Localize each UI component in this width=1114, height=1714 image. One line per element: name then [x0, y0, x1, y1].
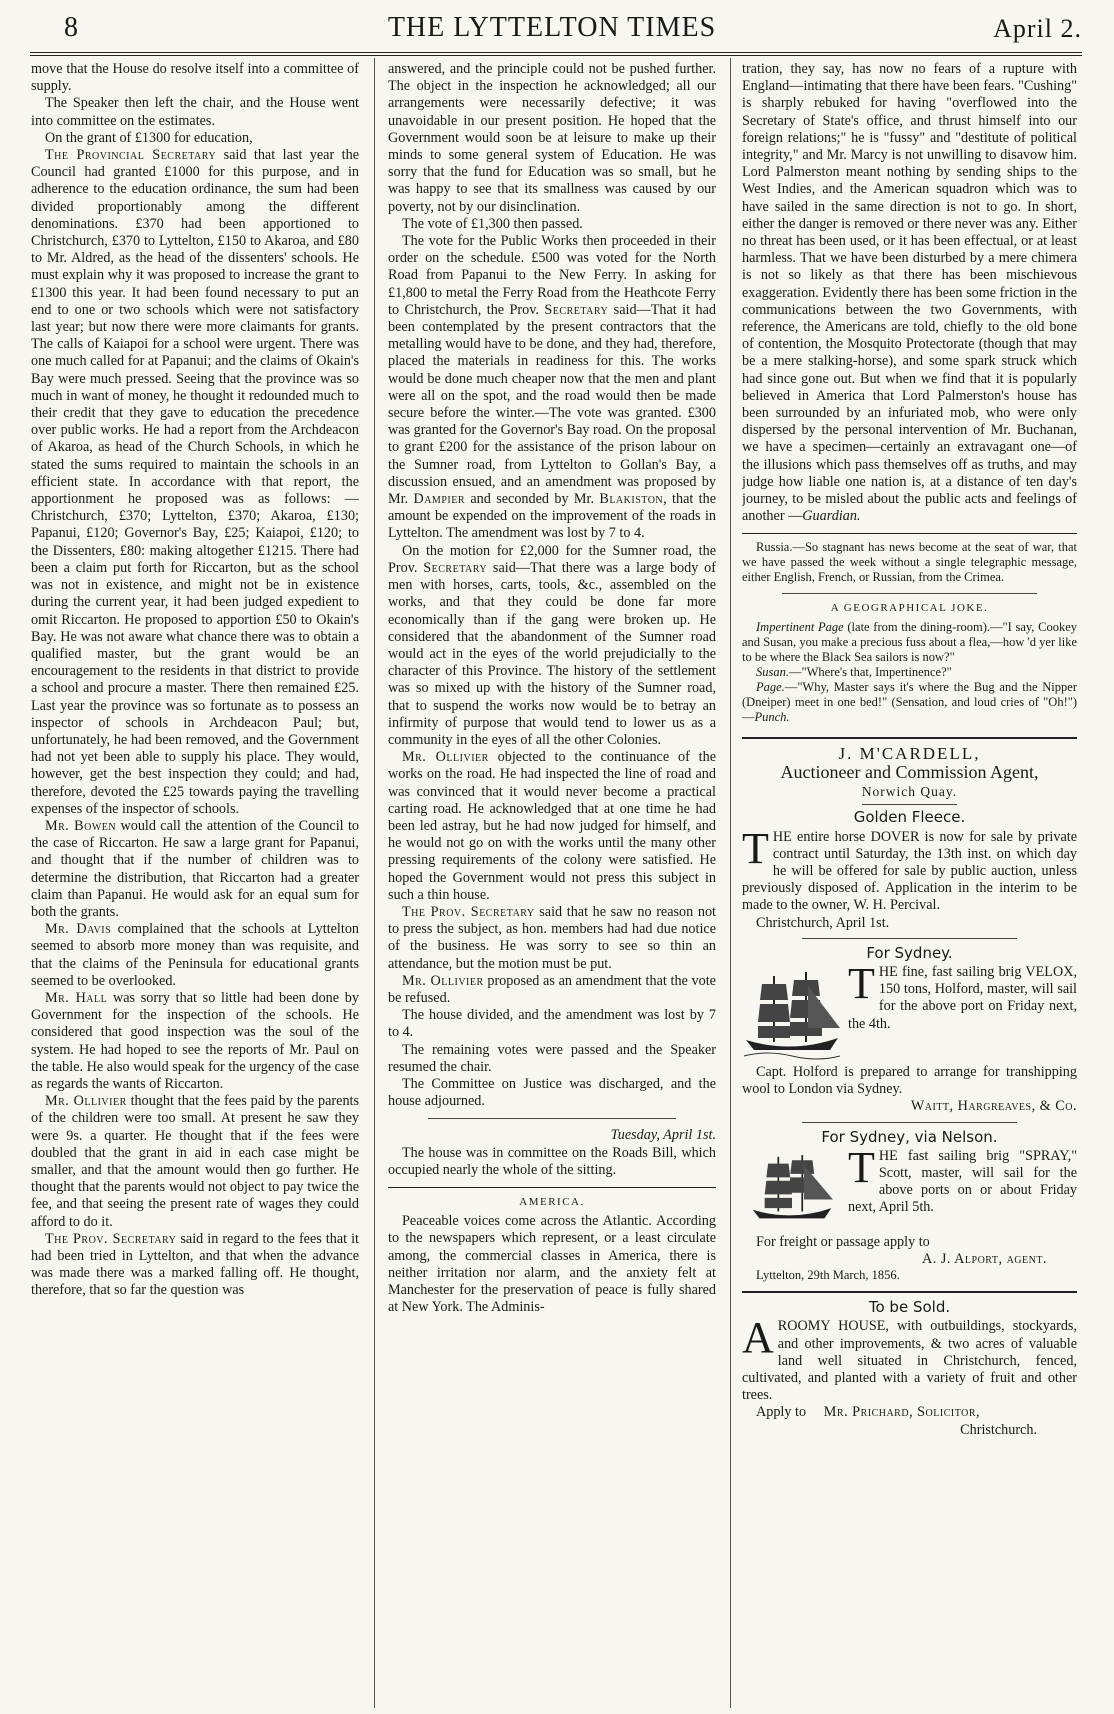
issue-date: April 2.: [993, 14, 1082, 43]
paragraph: Peaceable voices come across the Atlantic. According to the newspapers which represent, or a least circulate among, the commercial classes in America, there is neither irritation nor alarm, and the anxiety felt at Manchester for the preservation of peace is fully shared at New York. The Adminis-: [388, 1213, 716, 1316]
speech-text: The vote for the Public Works then proceeded in their order on the schedule. £500 was voted for the North Road from Papanui to the New Ferry. In asking for £1,800 to metal the Ferry Road from the Heathcote Ferry to Christchurch, the Prov.: [388, 233, 716, 318]
article-text: tration, they say, has now no fears of a rupture with England—intimating that there have been fears. "Cushing" is sharply rebuked for having "overflowed into the Secretary of State's office, and thrust himself into our foreign relations;" he is "fussy" and "destitute of political integrity," and Mr. Marcy is not unwilling to disavow him. Lord Palmerston meant nothing by sending ships to the West Indies, and the American squadron which was to have sailed in the same direction is not to go. In short, either the danger is removed or there never was any. Either no threat has been used, or it has been effectual, or at least harmless. That we have been disturbed by a mere chimera is not so likely as that there has been mischievous exaggeration. Evidently there has been some friction in the communications between the two Governments, with reference, the Americans are told, chiefly to the old bone of contention, the Mosquito Protectorate (though that may be a mere stalking-horse), and some spark struck which had since gone out. But when we find that it is popularly believed in America that Lord Palmerston's house has been surrounded by an infuriated mob, who were only dispersed by the personal intervention of Mr. Buchanan, we have a specimen—certainly an extravagant one—of the illusions which pass themselves off as truths, and may judge how liable one nation is, at a distance of ten day's journey, to be misled about the public acts and feelings of another —: [742, 61, 1077, 525]
paragraph: The Speaker then left the chair, and the House went into committee on the estimates.: [31, 95, 359, 129]
masthead: [22, 8, 1082, 48]
speech-text: said—That there was a large body of men with horses, carts, tools, &c., assembled on the works, and that they could be done far more economically than if the gang were broken up. He considered that the abandonment of the Sumner road would act in the eyes of the world prejudicially to the character of this Province. The history of the settlement was so mixed up with the history of the Sumner road, that to suspend the works now would be to betray an infirmity of purpose that would tend to lower us as a community in the eyes of all the other Colonies.: [388, 559, 716, 748]
ad-text: HE fast sailing brig "SPRAY," Scott, master, will sail for the above ports on or about Friday next, April 5th.: [848, 1147, 1077, 1216]
dialogue-text: —"Why, Master says it's where the Bug and the Nipper (Dneiper) meet in one bed!" (Sensation, and loud cries of "Oh!")—: [742, 679, 1077, 724]
paragraph: The vote of £1,300 then passed.: [402, 215, 583, 232]
advertiser-address: Norwich Quay.: [861, 784, 958, 800]
speaker-name: Impertinent Page: [756, 619, 844, 634]
speech-text: proposed as an amendment that the vote be refused.: [388, 972, 716, 1006]
paragraph: [31, 818, 359, 921]
ad-date: Lyttelton, 29th March, 1856.: [756, 1268, 900, 1283]
advertiser-name: J. M'CARDELL,: [838, 743, 981, 763]
section-divider: [742, 737, 1077, 739]
advertisement-auctioneer: [742, 745, 1077, 932]
speaker-name: The Prov. Secretary: [402, 903, 535, 920]
speaker-name: The Provincial Secretary: [45, 147, 217, 164]
paragraph: move that the House do resolve itself into a committee of supply.: [31, 61, 359, 95]
ad-date: Christchurch, April 1st.: [756, 914, 890, 931]
dialogue-text: (late from the dining-room).—"I say, Cookey and Susan, you make a precious fuss about a flea,—how 'd yer like to be where the Black Sea sailors is now?": [742, 619, 1077, 664]
section-heading: AMERICA.: [519, 1196, 585, 1208]
page-number: 8: [64, 12, 78, 43]
speech-text: , that the amount be expended on the improvement of the roads in Lyttelton. The amendment was lost by 7 to 4.: [388, 491, 716, 542]
section-divider: [862, 804, 957, 805]
speech-text: complained that the schools at Lyttelton seemed to absorb more money than was requisite, and that the claims of the Peninsula for educational grants seemed to be overlooked.: [31, 921, 359, 989]
column-2: [388, 61, 716, 1709]
drop-cap: T: [848, 958, 875, 1008]
paragraph: The remaining votes were passed and the Speaker resumed the chair.: [388, 1041, 716, 1075]
speech-text: was sorry that so little had been done by Government for the inspection of the schools. He considered that good inspection was the soul of the system. He had hoped to see the reports of Mr. Paul on the table. He also would speak for the urgency of the case as regards the wants of Riccarton.: [31, 989, 359, 1092]
header-rule-double: [30, 55, 1082, 56]
speaker-name: Mr. Ollivier: [45, 1093, 127, 1110]
speaker-name: The Prov. Secretary: [45, 1230, 177, 1247]
paragraph: On the grant of £1300 for education,: [45, 129, 253, 146]
ad-text: HE fine, fast sailing brig VELOX, 150 tons, Holford, master, will sail for the above port on Friday next, the 4th.: [848, 963, 1077, 1032]
section-divider: [388, 1187, 716, 1188]
speaker-name: Mr. Ollivier: [402, 972, 484, 989]
paragraph: The house divided, and the amendment was lost by 7 to 4.: [388, 1007, 716, 1041]
paragraph: [31, 1231, 359, 1300]
speech-text: said—That it had been contemplated by the present contractors that the metalling would have to be done, and they had, therefore, placed the materials in readiness for this. The works would be done much cheaper now that the men and plant were all on the spot, and the road would then be made secure before the winter.—The vote was granted. £300 was granted for the Governor's Bay road. On the proposal to grant £200 for the assistance of the prison labour on the Sumner road, from Lyttelton to Gollan's Bay, a discussion ensued, and an amendment was proposed by Mr.: [388, 301, 716, 508]
ad-text: ROOMY HOUSE, with outbuildings, stockyards, and other improvements, & two acres of valuable land well situated in Christchurch, fenced, cultivated, and planted with a variety of fruit and other trees.: [742, 1318, 1077, 1404]
speech-text: On the motion for £2,000 for the Sumner road, the Prov.: [388, 542, 716, 576]
drop-cap: T: [848, 1142, 875, 1192]
paragraph: [388, 904, 716, 973]
paragraph: [388, 543, 716, 749]
speaker-name: Mr. Hall: [45, 989, 108, 1006]
paragraph: [388, 233, 716, 543]
ad-signature: Mr. Prichard, Solicitor,: [823, 1404, 981, 1421]
advertisement-house: [742, 1299, 1077, 1439]
ad-heading: For Sydney.: [866, 943, 953, 962]
ad-body: [742, 1313, 1077, 1404]
speech-text: said that last year the Council had granted £1000 for this purpose, and in adherence to the education ordinance, the sum had been divided proportionably among the different denominations. £370 had been apportioned to Christchurch, £370 to Lyttelton, £150 to Akaroa, and £80 to Mr. Aldred, as the head of the dissenters' schools. He must explain why it was proposed to increase the grant to £1300 this year. It had been found necessary to put an end to one or two schools which were not satisfactory last year; but now there were more claimants for grants. The calls of Kaiapoi for a school were urgent. There was one much called for at Papanui; and the claims of Okain's Bay were much pressed. Seeing that the province was so much in want of money, he thought it redounded much to their credit that they gave to education the precedence over public works. He had a report from the Archdeacon of Akaroa, as head of the Church Schools, in which he stated the sums required to maintain the schools in an efficient state. In accordance with that report, the apportionment he proposed was as follows: —Christchurch, £370; Lyttelton, £370; Akaroa, £130; Papanui, £120; Governor's Bay, £25; Kaiapoi, £120; to the Dissenters, £80: making altogether £1215. There had been a claim put forth for Riccarton, but as the school was not in existence, and might not be in existence during the current year, it had been judged expedient to omit Riccarton. He proposed to apportion £50 to Okain's Bay. He was not aware what chance there was to obtain a qualified master, but the grant would be an encouragement to the residents in that district to provide a school and procure a master. There then remained £25. Last year the province was so fortunate as to possess an inspector of schools in Archdeacon Paul; but, unfortunately, he had been removed, and the Government had not yet been able to supply his place. They would, however, get the best inspection they could; and had, therefore, devoted the £25 towards paying the travelling expenses of the inspector of schools.: [31, 147, 359, 817]
dateline: Tuesday, April 1st.: [610, 1127, 716, 1144]
column-divider: [374, 58, 375, 1708]
speaker-name: Secretary: [544, 301, 609, 318]
dialogue-text: —"Where's that, Impertinence?": [789, 664, 952, 679]
ad-place: Christchurch.: [960, 1421, 1037, 1438]
header-rule: [30, 52, 1082, 53]
speaker-name: Mr. Bowen: [45, 817, 117, 834]
speaker-name: Mr. Davis: [45, 921, 112, 938]
advertisement-velox: [742, 945, 1077, 1116]
ad-text: Capt. Holford is prepared to arrange for transhipping wool to London via Sydney.: [742, 1063, 1077, 1098]
paragraph: [742, 680, 1077, 725]
paragraph: [742, 620, 1077, 665]
paragraph: [742, 665, 1077, 680]
ad-heading: For Sydney, via Nelson.: [821, 1127, 998, 1146]
ad-text: For freight or passage apply to: [756, 1233, 930, 1250]
paragraph: The Committee on Justice was discharged, and the house adjourned.: [388, 1075, 716, 1110]
drop-cap: T: [742, 823, 769, 873]
speech-text: said in regard to the fees that it had been tried in Lyttelton, and that when the advance was made there was a marked falling off. He thought, therefore, that so far the question was: [31, 1230, 359, 1299]
paragraph: [388, 749, 716, 904]
column-3: [742, 61, 1077, 1709]
speaker-name: Susan.: [756, 664, 789, 679]
paragraph: Russia.—So stagnant has news become at the seat of war, that we have passed the week without a single telegraphic message, either English, French, or Russian, from the Crimea.: [742, 540, 1077, 585]
paragraph: [31, 921, 359, 990]
ad-text: Apply to: [756, 1404, 807, 1421]
paragraph: [31, 990, 359, 1093]
advertiser-title: Auctioneer and Commission Agent,: [780, 761, 1039, 782]
column-1: [31, 61, 359, 1709]
speech-text: objected to the continuance of the works on the road. He had inspected the line of road and was convinced that it would never become a practical carting road. He acknowledged that at one time he had been led astray, but he had now judged for himself, and he would not go on with the works until the many other pressing requirements of the colony were satisfied. He hoped the Government would not press this subject in such a thin house.: [388, 749, 716, 903]
source-credit: Guardian.: [802, 508, 861, 525]
paragraph: The house was in committee on the Roads Bill, which occupied nearly the whole of the sitting.: [388, 1144, 716, 1178]
ad-contact: [742, 1404, 1077, 1421]
source-credit: Punch.: [754, 709, 790, 724]
paragraph: [388, 973, 716, 1007]
ad-signature: Waitt, Hargreaves, & Co.: [910, 1098, 1077, 1115]
ad-heading: To be Sold.: [868, 1298, 951, 1317]
paragraph: [742, 61, 1077, 525]
paragraph: [31, 1093, 359, 1231]
section-heading: A GEOGRAPHICAL JOKE.: [830, 602, 989, 615]
speech-text: said that he saw no reason not to press the subject, as hon. members had had due notice of the business. He was sorry to see so thin an attendance, but the motion must be put.: [388, 903, 716, 972]
newspaper-title: THE LYTTELTON TIMES: [387, 12, 717, 43]
paragraph: answered, and the principle could not be pushed further. The object in the inspection he acknowledged; all our arrangements were necessarily defective; it was unavoidable in our present position. He hoped that the Government would soon be at leisure to make up their minds to some general system of Education. He was sorry that the fund for Education was so small, but he was happy to see that its smallness was caused by our poverty, not by our disinclination.: [388, 61, 716, 215]
speaker-name: Page.: [756, 679, 785, 694]
section-divider: [802, 938, 1017, 939]
speaker-name: Dampier: [413, 491, 465, 508]
section-divider: [742, 1291, 1077, 1293]
section-divider: [782, 593, 1037, 594]
ad-signature: A. J. Alport, agent.: [921, 1250, 1047, 1267]
section-divider: [428, 1118, 676, 1119]
drop-cap: A: [742, 1313, 774, 1363]
advertisement-spray: [742, 1129, 1077, 1284]
ship-icon: [742, 966, 842, 1062]
speech-text: would call the attention of the Council to the case of Riccarton. He saw a large grant for Papanui, and thought that if the number of children was to determine the distribution, that Riccarton had a greater claim than Papanui. He would ask for an equal sum for both the grants.: [31, 817, 359, 920]
ad-heading: Golden Fleece.: [853, 808, 966, 827]
section-divider: [742, 533, 1077, 534]
speech-text: thought that the fees paid by the parents of the children were too small. At present he saw they were 9s. a quarter. He thought that if the fees were doubled that the grant in aid in each case might be smaller, and that the amount would then go further. He thought that the parents would not object to pay twice the fee, and that seeing the present rate of wages they could afford to do it.: [31, 1093, 359, 1230]
ship-icon: [742, 1150, 842, 1232]
ad-body: [742, 823, 1077, 915]
speaker-name: Mr. Ollivier: [402, 749, 489, 766]
ad-text: HE entire horse DOVER is now for sale by private contract until Saturday, the 13th inst. on which day he will be offered for sale by public auction, unless previously disposed of. Application in the interim to be made to the owner, W. H. Percival.: [742, 828, 1077, 914]
speaker-name: Blakiston: [599, 491, 664, 508]
speaker-name: Secretary: [423, 559, 488, 576]
speech-text: and seconded by Mr.: [465, 491, 600, 508]
paragraph: [31, 147, 359, 818]
column-divider: [730, 58, 731, 1708]
section-divider: [802, 1122, 1017, 1123]
